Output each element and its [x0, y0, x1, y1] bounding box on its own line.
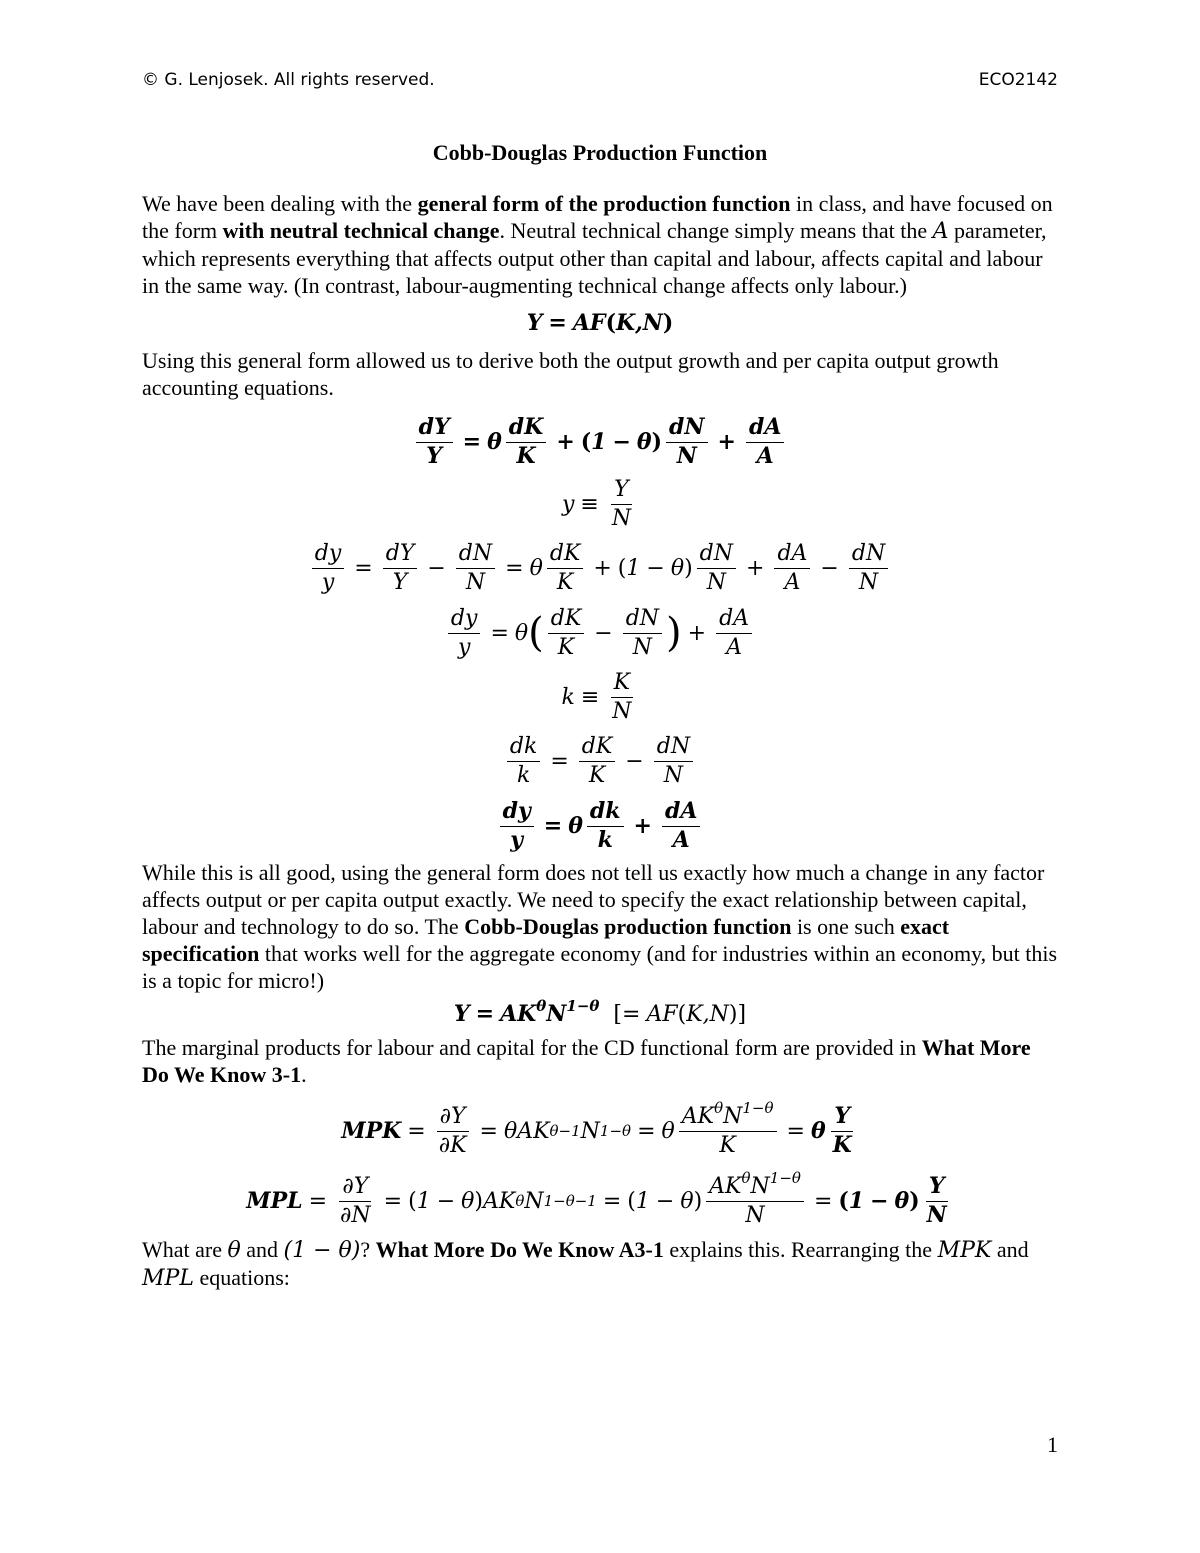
page-number: 1	[1047, 1432, 1058, 1457]
equation-marginal-product-capital: MPK = $\frac{\partial Y}{\partial K}$ = θAK θ−1 N 1−θ = θ $AK^\theta N^{1-\theta}$ K = θ Y K	[341, 1099, 852, 1158]
equation-capital-per-worker-growth: $\frac{dk}{k}$ = $\frac{dK}{K}$ − $\frac{dN}{N}$	[142, 729, 1058, 793]
paragraph-general-form: We have been dealing with the general form of the production function in class, and have focused on the form with neutral technical change. Neutral technical change simply means that the A parameter, which represents everything that affects output other than capital and labour, affects capital and labour in the same way. (In contrast, labour-augmenting technical change affects only labour.)	[142, 191, 1053, 298]
paragraph-cobb-douglas-intro: While this is all good, using the general form does not tell us exactly how much a change in any factor affects output or per capita output exactly. We need to specify the exact relationship between capital, labour and technology to do so. The Cobb-Douglas production function is one such exact specification that works well for the aggregate economy (and for industries within an economy, but this is a topic for micro!)	[142, 860, 1058, 993]
equation-capital-per-worker-definition: k ≡ K N	[561, 670, 632, 724]
paragraph-theta-explanation: What are θ and (1 − θ)? What More Do We Know A3-1 explains this. Rearranging the MPK and MPL equations:	[142, 1237, 1029, 1291]
document-body	[142, 140, 1058, 1292]
equation-per-capita-growth-accounting: $\frac{dy}{y}$ = θ $\frac{dk}{k}$ + $\frac{dA}{A}$	[142, 793, 1058, 859]
page-title: Cobb-Douglas Production Function	[432, 140, 768, 165]
header-copyright: © G. Lenjosek. All rights reserved.	[142, 70, 435, 90]
equation-marginal-product-labour: MPL = $\frac{\partial Y}{\partial N}$ = ( 1 − θ ) AK θ N 1−θ−1 = ( 1 − θ ) $AK^\theta N^{1-\theta}$ N = (1 − θ) Y N	[246, 1169, 947, 1228]
equation-per-capita-output-definition: y ≡ Y N	[561, 477, 632, 531]
equation-per-capita-growth-expansion: $\frac{dy}{y}$ = $\frac{dY}{Y}$ − $\frac{dN}{N}$ = θ $\frac{dK}{K}$ + ( 1 − θ ) dN N + $\frac{dA}{A}$ − $\frac{dN}{N}$	[142, 535, 1058, 601]
equation-general-production-function: Y = AF ( K,N )	[526, 310, 674, 336]
paragraph-marginal-products: The marginal products for labour and capital for the CD functional form are provided in What More Do We Know 3-1.	[142, 1035, 1031, 1087]
paragraph-growth-accounting: Using this general form allowed us to derive both the output growth and per capita output growth accounting equations.	[142, 348, 999, 400]
header-course-code: ECO2142	[978, 70, 1058, 90]
equation-output-growth-accounting: $\frac{dY}{Y}$ = θ $\frac{dK}{K}$ + ( 1 − θ ) dN N + $\frac{dA}{A}$	[142, 411, 1058, 473]
equation-cobb-douglas-function: $Y = AK^\theta N^{1-\theta}$ [ = AF ( K,N )]	[453, 997, 747, 1027]
equation-per-capita-growth-grouped: $\frac{dy}{y}$ = θ ( dK K − $\frac{dN}{N}$ ) + $\frac{dA}{A}$	[142, 601, 1058, 665]
